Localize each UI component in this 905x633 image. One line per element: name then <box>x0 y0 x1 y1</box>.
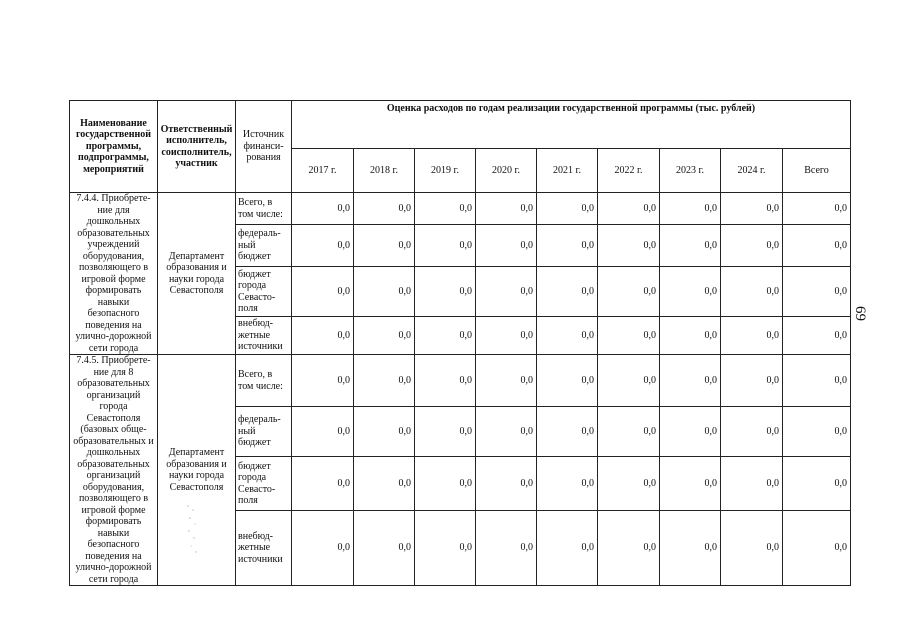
activity-name: 7.4.5. Приобрете-ние для 8 образовательных организаций города Севастополя (базовых обще-образовательных и дошкольных образовательных организаций оборудования, позволяющего в игровой форме формировать навыки безопасного поведения на улично-дорожной сети города <box>70 355 158 586</box>
amount-cell: 0,0 <box>721 355 783 407</box>
responsible-executor: Департамент образования и науки города Севастополя <box>158 355 236 586</box>
amount-cell: 0,0 <box>415 267 476 317</box>
amount-cell: 0,0 <box>415 355 476 407</box>
amount-cell: 0,0 <box>292 456 354 510</box>
amount-cell: 0,0 <box>598 317 660 355</box>
funding-source: федераль-ный бюджет <box>236 225 292 267</box>
amount-cell: 0,0 <box>537 225 598 267</box>
year-header-total: Всего <box>783 149 851 193</box>
header-name: Наименование государственной программы, подпрограммы, мероприятий <box>70 101 158 193</box>
amount-cell: 0,0 <box>292 267 354 317</box>
header-responsible: Ответственный исполнитель, соисполнитель, участник <box>158 101 236 193</box>
amount-cell: 0,0 <box>721 456 783 510</box>
amount-cell: 0,0 <box>537 193 598 225</box>
amount-cell: 0,0 <box>660 267 721 317</box>
amount-cell: 0,0 <box>598 267 660 317</box>
amount-cell: 0,0 <box>476 355 537 407</box>
amount-cell: 0,0 <box>292 355 354 407</box>
amount-cell: 0,0 <box>415 193 476 225</box>
funding-source: бюджет города Севасто-поля <box>236 267 292 317</box>
page-number: 69 <box>852 306 868 321</box>
amount-cell: 0,0 <box>660 456 721 510</box>
amount-cell: 0,0 <box>415 407 476 457</box>
amount-cell: 0,0 <box>354 317 415 355</box>
header-estimate: Оценка расходов по годам реализации государственной программы (тыс. рублей) <box>292 101 851 149</box>
amount-cell: 0,0 <box>537 407 598 457</box>
year-header: 2023 г. <box>660 149 721 193</box>
amount-cell: 0,0 <box>415 511 476 586</box>
table-row <box>70 193 851 225</box>
amount-cell: 0,0 <box>476 511 537 586</box>
funding-source: бюджет города Севасто-поля <box>236 456 292 510</box>
amount-cell: 0,0 <box>721 225 783 267</box>
header-source: Источник финанси-рования <box>236 101 292 193</box>
amount-cell: 0,0 <box>660 407 721 457</box>
year-header: 2019 г. <box>415 149 476 193</box>
amount-cell: 0,0 <box>598 456 660 510</box>
amount-cell: 0,0 <box>354 355 415 407</box>
amount-cell: 0,0 <box>354 267 415 317</box>
amount-cell: 0,0 <box>354 193 415 225</box>
amount-cell: 0,0 <box>476 407 537 457</box>
amount-cell: 0,0 <box>598 193 660 225</box>
amount-cell: 0,0 <box>660 511 721 586</box>
amount-cell: 0,0 <box>354 407 415 457</box>
amount-cell: 0,0 <box>476 225 537 267</box>
activity-name: 7.4.4. Приобрете-ние для дошкольных образовательных учреждений оборудования, позволяющего в игровой форме формировать навыки безопасного поведения на улично-дорожной сети города <box>70 193 158 355</box>
amount-cell: 0,0 <box>476 456 537 510</box>
amount-cell: 0,0 <box>537 267 598 317</box>
amount-cell: 0,0 <box>292 511 354 586</box>
amount-cell: 0,0 <box>660 355 721 407</box>
amount-cell: 0,0 <box>660 225 721 267</box>
amount-cell: 0,0 <box>354 225 415 267</box>
amount-cell: 0,0 <box>292 225 354 267</box>
amount-cell: 0,0 <box>292 193 354 225</box>
amount-cell: 0,0 <box>476 317 537 355</box>
funding-source: Всего, в том числе: <box>236 355 292 407</box>
year-header: 2018 г. <box>354 149 415 193</box>
amount-cell: 0,0 <box>783 407 851 457</box>
amount-cell: 0,0 <box>783 225 851 267</box>
amount-cell: 0,0 <box>292 317 354 355</box>
amount-cell: 0,0 <box>721 407 783 457</box>
amount-cell: 0,0 <box>721 267 783 317</box>
amount-cell: 0,0 <box>415 225 476 267</box>
amount-cell: 0,0 <box>783 193 851 225</box>
amount-cell: 0,0 <box>660 193 721 225</box>
amount-cell: 0,0 <box>783 511 851 586</box>
amount-cell: 0,0 <box>660 317 721 355</box>
amount-cell: 0,0 <box>598 511 660 586</box>
amount-cell: 0,0 <box>721 511 783 586</box>
amount-cell: 0,0 <box>783 355 851 407</box>
amount-cell: 0,0 <box>537 511 598 586</box>
amount-cell: 0,0 <box>783 267 851 317</box>
amount-cell: 0,0 <box>721 317 783 355</box>
year-header: 2021 г. <box>537 149 598 193</box>
year-header: 2017 г. <box>292 149 354 193</box>
scan-noise-marks <box>184 500 200 560</box>
funding-source: Всего, в том числе: <box>236 193 292 225</box>
funding-source: внебюд-жетные источники <box>236 511 292 586</box>
amount-cell: 0,0 <box>783 456 851 510</box>
amount-cell: 0,0 <box>598 355 660 407</box>
funding-source: внебюд-жетные источники <box>236 317 292 355</box>
amount-cell: 0,0 <box>415 317 476 355</box>
amount-cell: 0,0 <box>476 267 537 317</box>
funding-source: федераль-ный бюджет <box>236 407 292 457</box>
amount-cell: 0,0 <box>537 456 598 510</box>
amount-cell: 0,0 <box>476 193 537 225</box>
amount-cell: 0,0 <box>783 317 851 355</box>
amount-cell: 0,0 <box>537 355 598 407</box>
amount-cell: 0,0 <box>537 317 598 355</box>
amount-cell: 0,0 <box>721 193 783 225</box>
amount-cell: 0,0 <box>598 225 660 267</box>
responsible-executor: Департамент образования и науки города Севастополя <box>158 193 236 355</box>
year-header: 2024 г. <box>721 149 783 193</box>
amount-cell: 0,0 <box>354 511 415 586</box>
year-header: 2020 г. <box>476 149 537 193</box>
table-row <box>70 355 851 407</box>
amount-cell: 0,0 <box>598 407 660 457</box>
year-header: 2022 г. <box>598 149 660 193</box>
amount-cell: 0,0 <box>292 407 354 457</box>
amount-cell: 0,0 <box>354 456 415 510</box>
amount-cell: 0,0 <box>415 456 476 510</box>
